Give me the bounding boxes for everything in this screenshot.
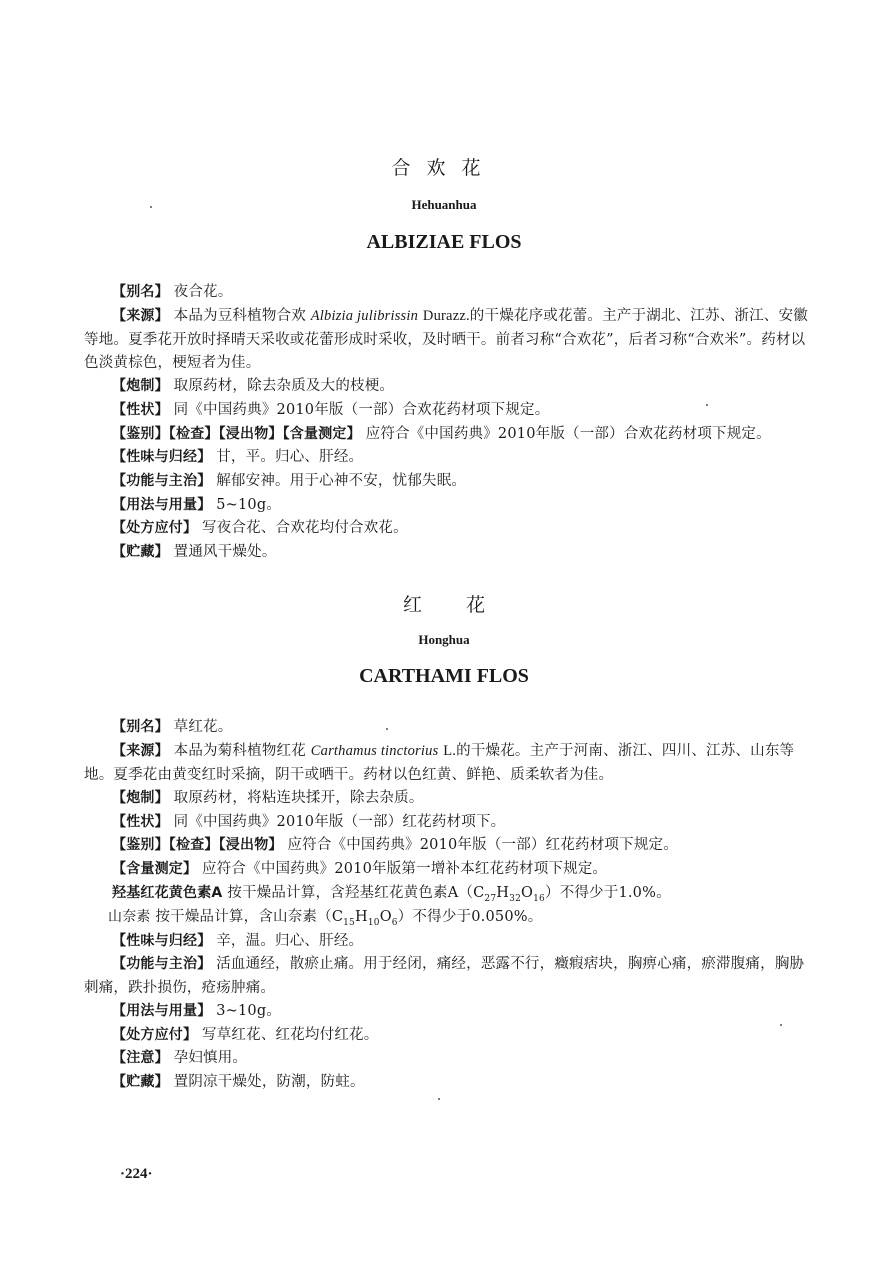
entry2-source	[84, 740, 812, 787]
entry2-alias	[84, 716, 812, 740]
scan-speck	[780, 1024, 782, 1026]
entry1-dosage	[84, 494, 812, 518]
storage-text: 置阴凉干燥处，防潮，防蛀。	[173, 1074, 365, 1090]
storage-text: 置通风干燥处。	[173, 544, 277, 560]
entry1-title-cn: 合欢花	[391, 157, 497, 179]
source-label: 【来源】	[112, 308, 169, 324]
dosage-text: 5~10g。	[216, 497, 282, 513]
nature-label: 【性味与归经】	[112, 449, 212, 465]
entry2-storage	[84, 1071, 812, 1095]
formula-sub: 32	[509, 893, 521, 904]
formula-sub: 6	[391, 917, 398, 928]
dosage-label: 【用法与用量】	[112, 497, 212, 513]
storage-label: 【贮藏】	[112, 544, 169, 560]
alias-label: 【别名】	[112, 719, 169, 735]
dosage-text: 3~10g。	[216, 1003, 282, 1019]
formula-sub: 10	[367, 917, 380, 928]
entry2-dosage	[84, 1000, 812, 1024]
function-label: 【功能与主治】	[112, 473, 212, 489]
dosage-label: 【用法与用量】	[112, 1003, 212, 1019]
source-text-a: 本品为菊科植物红花	[173, 743, 306, 759]
assay-hsya-text-b: ）不得少于1.0%。	[544, 885, 671, 901]
entry1-processing	[84, 375, 812, 399]
assay-hsya-label: 羟基红花黄色素A	[112, 885, 223, 901]
entry1-nature	[84, 446, 812, 470]
formula-part: H	[354, 909, 368, 925]
source-species: Carthamus tinctorius	[310, 743, 439, 759]
processing-text: 取原药材，除去杂质及大的枝梗。	[173, 378, 395, 394]
identification-label: 【鉴别】【检查】【浸出物】【含量测定】	[112, 426, 361, 442]
prescription-text: 写草红花、红花均付红花。	[202, 1027, 379, 1043]
function-label: 【功能与主治】	[112, 956, 212, 972]
entry1-latin-title: ALBIZIAE FLOS	[366, 231, 522, 253]
entry1-identification	[84, 423, 812, 447]
prescription-text: 写夜合花、合欢花均付合欢花。	[202, 520, 408, 536]
scan-speck	[706, 404, 708, 406]
assay-hsya-text-a: 按干燥品计算，含羟基红花黄色素A（C	[227, 885, 485, 901]
processing-label: 【炮制】	[112, 790, 169, 806]
function-text: 解郁安神。用于心神不安，忧郁失眠。	[216, 473, 467, 489]
source-label: 【来源】	[112, 743, 169, 759]
entry2-nature	[84, 930, 812, 954]
identification-text: 应符合《中国药典》2010年版（一部）红花药材项下规定。	[287, 837, 678, 853]
prescription-label: 【处方应付】	[112, 1027, 198, 1043]
nature-label: 【性味与归经】	[112, 933, 212, 949]
entry1-function	[84, 470, 812, 494]
character-label: 【性状】	[112, 814, 169, 830]
nature-text: 甘，平。归心、肝经。	[216, 449, 364, 465]
entry2-latin-title: CARTHAMI FLOS	[359, 665, 529, 687]
formula-part: O	[379, 909, 392, 925]
entry2-title-cn: 红花	[402, 594, 529, 616]
processing-text: 取原药材，将粘连块揉开，除去杂质。	[173, 790, 424, 806]
entry1-source	[84, 305, 812, 376]
assay-label: 【含量测定】	[112, 861, 198, 877]
alias-text: 夜合花。	[173, 284, 233, 300]
alias-text: 草红花。	[173, 719, 233, 735]
assay-text: 应符合《中国药典》2010年版第一增补本红花药材项下规定。	[202, 861, 608, 877]
caution-text: 孕妇慎用。	[173, 1050, 248, 1066]
source-text-b: 的干燥花。主产于河南、浙江、四川、江苏、山东等地。夏季花由黄变红时采摘，阴干或晒干。药材以色红黄、鲜艳、质柔软者为佳。	[84, 743, 795, 783]
character-label: 【性状】	[112, 402, 169, 418]
scan-speck	[150, 206, 152, 208]
identification-text: 应符合《中国药典》2010年版（一部）合欢花药材项下规定。	[365, 426, 771, 442]
source-text-b: 的干燥花序或花蕾。主产于湖北、江苏、浙江、安徽等地。夏季花开放时择晴天采收或花蕾形成时采收，及时晒干。前者习称“合欢花”，后者习称“合欢米”。药材以色淡黄棕色，梗短者为佳。	[84, 308, 808, 371]
source-species: Albizia julibrissin	[310, 308, 419, 324]
prescription-label: 【处方应付】	[112, 520, 198, 536]
entry1-alias	[84, 281, 812, 305]
processing-label: 【炮制】	[112, 378, 169, 394]
entry1-storage	[84, 541, 812, 565]
entry1-pinyin: Hehuanhua	[411, 197, 477, 212]
nature-text: 辛，温。归心、肝经。	[216, 933, 364, 949]
entry2-prescription	[84, 1024, 812, 1048]
identification-label: 【鉴别】【检查】【浸出物】	[112, 837, 283, 853]
scan-speck	[386, 728, 388, 730]
formula-sub: 15	[343, 917, 355, 928]
scan-speck	[438, 1098, 440, 1100]
alias-label: 【别名】	[112, 284, 169, 300]
source-authority: L.	[443, 743, 457, 759]
entry2-assay	[84, 858, 812, 882]
entry2-identification	[84, 834, 812, 858]
character-text: 同《中国药典》2010年版（一部）红花药材项下。	[173, 814, 506, 830]
formula-sub: 27	[484, 893, 497, 904]
assay-kaempferol-label: 山奈素	[108, 909, 151, 925]
page-number: ·224·	[120, 1166, 153, 1182]
entry1-character	[84, 399, 812, 423]
function-text: 活血通经，散瘀止痛。用于经闭，痛经，恶露不行，癥瘕痞块，胸痹心痛，瘀滞腹痛，胸胁刺痛，跌扑损伤，疮疡肿痛。	[84, 956, 805, 996]
assay-kaempferol-text-a: 按干燥品计算，含山奈素（C	[155, 909, 344, 925]
entry2-caution	[84, 1047, 812, 1071]
formula-sub: 16	[533, 893, 545, 904]
entry1-prescription	[84, 517, 812, 541]
entry2-pinyin: Honghua	[418, 632, 470, 647]
formula-part: O	[521, 885, 534, 901]
storage-label: 【贮藏】	[112, 1074, 169, 1090]
formula-part: H	[496, 885, 510, 901]
assay-kaempferol-text-b: ）不得少于0.050%。	[397, 909, 543, 925]
character-text: 同《中国药典》2010年版（一部）合欢花药材项下规定。	[173, 402, 550, 418]
caution-label: 【注意】	[112, 1050, 169, 1066]
entry2-function	[84, 953, 812, 1000]
source-text-a: 本品为豆科植物合欢	[173, 308, 306, 324]
entry2-character	[84, 811, 812, 835]
entry2-processing	[84, 787, 812, 811]
source-authority: Durazz.	[422, 308, 470, 324]
